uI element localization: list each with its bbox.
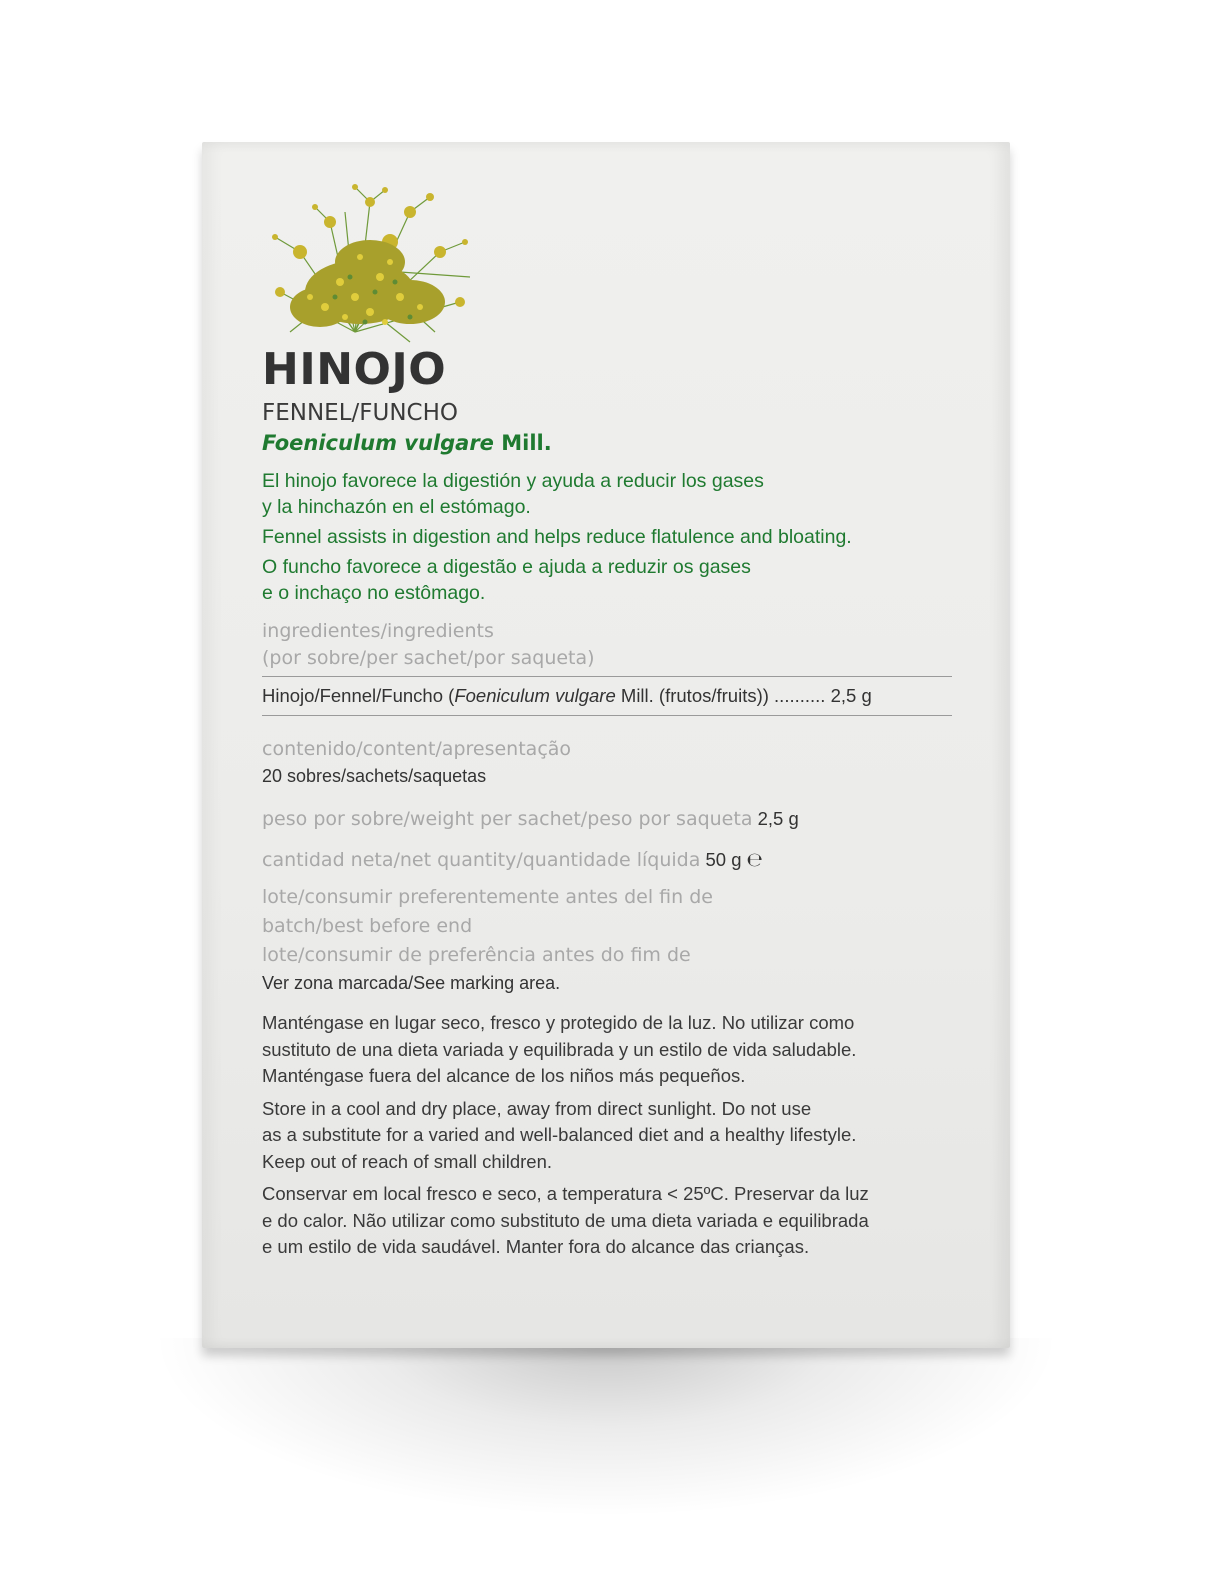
storage-en-2: as a substitute for a varied and well-balanced diet and a healthy lifestyle.	[262, 1124, 857, 1145]
ingredients-heading: ingredientes/ingredients	[262, 620, 494, 642]
ingredients-subheading: (por sobre/per sachet/por saqueta)	[262, 647, 595, 669]
storage-pt-2: e do calor. Não utilizar como substituto de uma dieta variada e equilibrada	[262, 1209, 869, 1231]
latin-name	[262, 428, 952, 458]
fennel-plant-illustration	[260, 182, 482, 344]
ingredients-row	[262, 677, 952, 715]
product-title: HINOJO	[262, 344, 447, 395]
description-es-1: El hinojo favorece la digestión y ayuda a reducir los gases	[262, 470, 764, 492]
description-pt-1: O funcho favorece a digestão e ajuda a reduzir os gases	[262, 556, 751, 578]
weight-row	[262, 799, 952, 840]
box-shadow-reflection	[150, 1338, 1062, 1518]
net-value: 50 g	[700, 849, 742, 870]
content-heading: contenido/content/apresentação	[262, 738, 572, 760]
description-es-2: y la hinchazón en el estómago.	[262, 496, 531, 518]
batch-value: Ver zona marcada/See marking area.	[262, 973, 561, 993]
storage-es-2: sustituto de una dieta variada y equilibrada y un estilo de vida saludable.	[262, 1038, 857, 1060]
storage-es-3: Manténgase fuera del alcance de los niños más pequeños.	[262, 1065, 746, 1086]
storage-es-1: Manténgase en lugar seco, fresco y protegido de la luz. No utilizar como	[262, 1012, 855, 1033]
storage-en-1: Store in a cool and dry place, away from direct sunlight. Do not use	[262, 1097, 812, 1119]
batch-line-2: batch/best before end	[262, 915, 473, 937]
storage-pt-3: e um estilo de vida saudável. Manter fora do alcance das crianças.	[262, 1236, 810, 1257]
ingredients-row-prefix: Hinojo/Fennel/Funcho (	[262, 685, 455, 706]
storage-en-3: Keep out of reach of small children.	[262, 1150, 552, 1172]
net-row	[262, 840, 952, 881]
batch-line-3: lote/consumir de preferência antes do fim de	[262, 944, 691, 966]
weight-label: peso por sobre/weight per sachet/peso por saqueta	[262, 808, 753, 830]
description-pt-2: e o inchaço no estômago.	[262, 582, 486, 604]
ingredients-row-suffix: Mill. (frutos/fruits)) .......... 2,5 g	[615, 685, 872, 706]
label-content	[262, 342, 952, 1261]
storage-pt-1: Conservar em local fresco e seco, a temperatura < 25ºC. Preservar da luz	[262, 1183, 869, 1204]
description-en-1: Fennel assists in digestion and helps reduce flatulence and bloating.	[262, 526, 852, 548]
content-value: 20 sobres/sachets/saquetas	[262, 766, 487, 786]
latin-name-italic: Foeniculum vulgare	[262, 431, 494, 455]
batch-line-1: lote/consumir preferentemente antes del fin de	[262, 886, 713, 908]
weight-value: 2,5 g	[752, 808, 799, 829]
estimated-sign-icon: ℮	[746, 849, 763, 871]
net-label: cantidad neta/net quantity/quantidade líquida	[262, 849, 701, 871]
latin-author: Mill.	[493, 431, 552, 455]
ingredients-row-italic: Foeniculum vulgare	[454, 685, 616, 706]
product-subtitle: FENNEL/FUNCHO	[262, 400, 458, 426]
